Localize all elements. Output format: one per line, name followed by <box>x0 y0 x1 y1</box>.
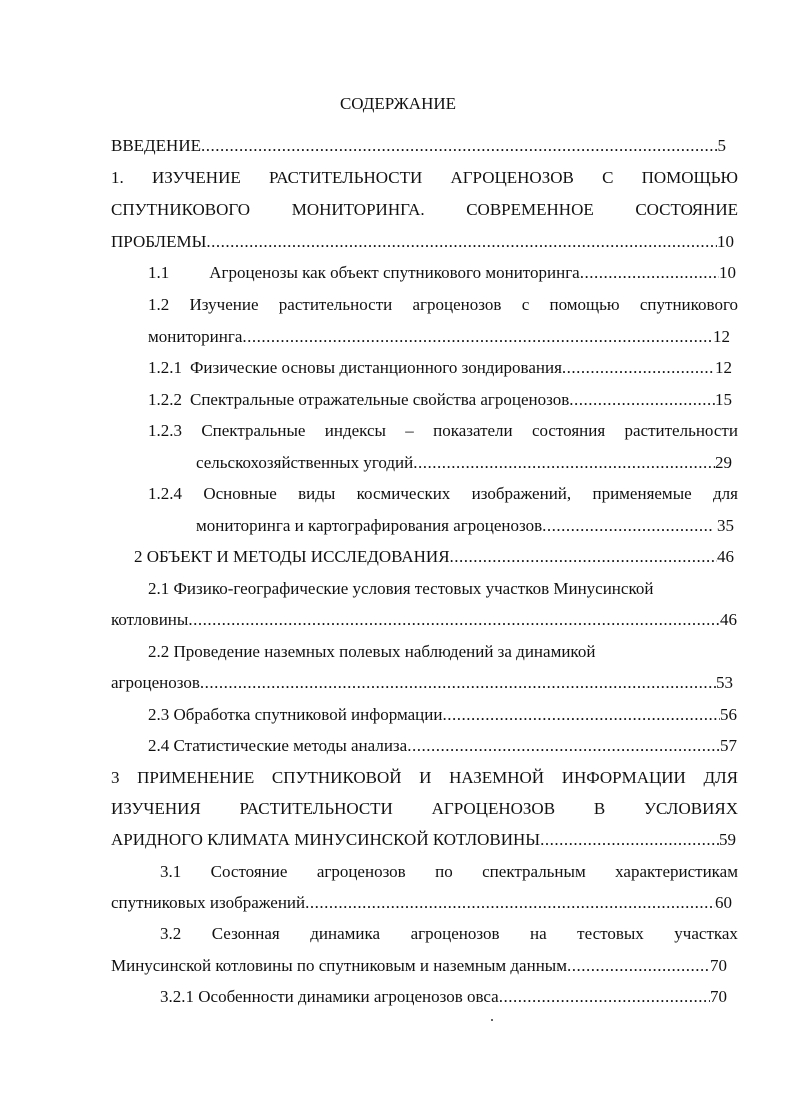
toc-word: АГРОЦЕНОЗОВ <box>450 168 574 187</box>
toc-page-number: 57 <box>720 736 737 755</box>
toc-2-2-line1[interactable]: 2.2 Проведение наземных полевых наблюдений за динамикой <box>148 642 596 661</box>
toc-leader-dots <box>407 735 720 757</box>
toc-3-2-line1[interactable] <box>160 923 738 945</box>
toc-entry-3-2-1[interactable] <box>160 986 727 1008</box>
toc-word: для <box>712 484 738 503</box>
toc-page-number: 10 <box>719 263 736 282</box>
toc-entry-text: агроценозов <box>111 673 200 692</box>
toc-word: изображений, <box>471 484 572 503</box>
toc-word: Сезонная <box>211 924 280 943</box>
toc-entry-text: 2 ОБЪЕКТ И МЕТОДЫ ИССЛЕДОВАНИЯ <box>134 547 450 566</box>
toc-word: характеристикам <box>615 862 738 881</box>
toc-leader-dots <box>413 452 715 474</box>
toc-word: агроценозов <box>412 295 502 314</box>
toc-leader-dots <box>242 326 713 348</box>
toc-word: космических <box>356 484 451 503</box>
toc-page-number: 29 <box>715 453 732 472</box>
toc-1-2-line1[interactable] <box>148 294 738 316</box>
toc-1-2-3-line1[interactable] <box>148 420 738 442</box>
toc-word: Состояние <box>210 862 288 881</box>
toc-word: УСЛОВИЯХ <box>643 799 738 818</box>
toc-entry-2-3[interactable] <box>148 704 737 726</box>
toc-word: ИНФОРМАЦИИ <box>561 768 686 787</box>
toc-leader-dots <box>442 704 720 726</box>
toc-word: применяемые <box>592 484 692 503</box>
toc-page-number: 12 <box>715 358 732 377</box>
toc-entry-number: 3.2 <box>160 924 182 943</box>
toc-word: Основные <box>203 484 277 503</box>
toc-word: С <box>602 168 614 187</box>
toc-3-1-line2[interactable] <box>111 892 732 914</box>
toc-page-number: 12 <box>713 327 730 346</box>
toc-entry-text: спутниковых изображений <box>111 893 306 912</box>
toc-2-1-line1[interactable]: 2.1 Физико-географические условия тестовых участков Минусинской <box>148 579 654 598</box>
toc-leader-dots <box>542 515 713 537</box>
toc-entry-text: Агроценозы как объект спутникового мониторинга <box>209 263 580 282</box>
toc-ch3-line1[interactable] <box>111 767 738 789</box>
toc-entry-text: Спектральные отражательные свойства агроценозов <box>190 390 570 409</box>
toc-word: виды <box>298 484 336 503</box>
toc-1-2-4-line2[interactable] <box>196 515 734 537</box>
toc-leader-dots <box>562 357 715 379</box>
toc-entry-number: 1.1 <box>148 263 170 282</box>
toc-word: показатели <box>433 421 513 440</box>
toc-word: 3 <box>111 768 120 787</box>
toc-page-number: 59 <box>719 830 736 849</box>
toc-page-number: 15 <box>715 390 732 409</box>
toc-1-2-line2[interactable] <box>148 326 730 348</box>
toc-entry-text: сельскохозяйственных угодий <box>196 453 414 472</box>
toc-word: на <box>530 924 547 943</box>
toc-ch1-line3[interactable] <box>111 231 734 253</box>
toc-leader-dots <box>305 892 715 914</box>
toc-entry-1-1[interactable] <box>148 262 736 284</box>
toc-word: ДЛЯ <box>703 768 738 787</box>
toc-word: растительности <box>624 421 738 440</box>
toc-word: – <box>405 421 414 440</box>
toc-entry-number: 1.2.2 <box>148 390 182 409</box>
toc-word: агроценозов <box>316 862 406 881</box>
toc-page-number: 46 <box>720 610 737 629</box>
toc-entry-intro[interactable] <box>111 135 726 157</box>
toc-word: Изучение <box>189 295 259 314</box>
toc-leader-dots <box>499 986 710 1008</box>
toc-entry-ch2[interactable] <box>134 546 734 568</box>
toc-leader-dots <box>567 955 710 977</box>
toc-entry-number: 3.1 <box>160 862 182 881</box>
toc-leader-dots <box>580 262 719 284</box>
toc-page-number: 60 <box>715 893 732 912</box>
toc-3-1-line1[interactable] <box>160 861 738 883</box>
toc-entry-number: 1.2.1 <box>148 358 182 377</box>
toc-entry-text: 3.2.1 Особенности динамики агроценозов овса <box>160 987 499 1006</box>
toc-2-1-line2[interactable] <box>111 609 737 631</box>
toc-entry-text: Физические основы дистанционного зондирования <box>190 358 562 377</box>
toc-ch1-line2[interactable] <box>111 199 738 221</box>
toc-1-2-4-line1[interactable] <box>148 483 738 505</box>
toc-word: РАСТИТЕЛЬНОСТИ <box>239 799 393 818</box>
toc-word: Спектральные <box>201 421 306 440</box>
toc-leader-dots <box>569 389 715 411</box>
toc-word: ПРИМЕНЕНИЕ <box>137 768 255 787</box>
toc-page-number: 10 <box>717 232 734 251</box>
scan-speck <box>491 1019 493 1021</box>
toc-word: И <box>419 768 432 787</box>
toc-word: с <box>521 295 530 314</box>
toc-word: В <box>593 799 606 818</box>
toc-word: СОСТОЯНИЕ <box>635 200 738 219</box>
toc-page-number: 53 <box>716 673 733 692</box>
toc-word: динамика <box>310 924 381 943</box>
toc-leader-dots <box>540 829 719 851</box>
toc-entry-text: мониторинга и картографирования агроценозов <box>196 516 543 535</box>
toc-entry-text: АРИДНОГО КЛИМАТА МИНУСИНСКОЙ КОТЛОВИНЫ <box>111 830 541 849</box>
toc-ch3-line3[interactable] <box>111 829 736 851</box>
toc-leader-dots <box>201 135 718 157</box>
toc-word: спектральным <box>482 862 586 881</box>
toc-word: спутникового <box>639 295 738 314</box>
toc-page-number: 70 <box>710 956 727 975</box>
toc-entry-number: 1.2.3 <box>148 421 182 440</box>
toc-entry-text: 2.4 Статистические методы анализа <box>148 736 408 755</box>
toc-word: РАСТИТЕЛЬНОСТИ <box>268 168 423 187</box>
toc-entry-2-4[interactable] <box>148 735 737 757</box>
toc-page-number: 35 <box>712 516 734 535</box>
toc-word: агроценозов <box>410 924 500 943</box>
toc-word: по <box>435 862 453 881</box>
toc-leader-dots <box>450 546 717 568</box>
toc-entry-number: 1.2 <box>148 295 170 314</box>
page-title: СОДЕРЖАНИЕ <box>339 94 457 113</box>
toc-word: СОВРЕМЕННОЕ <box>466 200 594 219</box>
toc-entry-text: котловины <box>111 610 189 629</box>
toc-entry-text: 2.3 Обработка спутниковой информации <box>148 705 443 724</box>
toc-entry-text: Минусинской котловины по спутниковым и наземным данным <box>111 956 567 975</box>
toc-word: АГРОЦЕНОЗОВ <box>431 799 556 818</box>
toc-leader-dots <box>188 609 720 631</box>
toc-leader-dots <box>200 672 716 694</box>
toc-entry-text: мониторинга <box>148 327 243 346</box>
toc-entry-1-2-2[interactable] <box>148 389 732 411</box>
toc-entry-text: ПРОБЛЕМЫ <box>111 232 207 251</box>
toc-word: растительности <box>278 295 393 314</box>
toc-ch1-line1[interactable] <box>111 167 738 189</box>
toc-word: СПУТНИКОВОГО <box>111 200 251 219</box>
toc-word: ИЗУЧЕНИЕ <box>151 168 241 187</box>
toc-word: ИЗУЧЕНИЯ <box>111 799 201 818</box>
toc-page-number: 46 <box>717 547 734 566</box>
toc-word: участках <box>674 924 738 943</box>
toc-1-2-3-line2[interactable] <box>196 452 732 474</box>
toc-ch3-line2[interactable] <box>111 798 738 820</box>
toc-word: ПОМОЩЬЮ <box>641 168 738 187</box>
toc-word: помощью <box>549 295 620 314</box>
toc-2-2-line2[interactable] <box>111 672 733 694</box>
toc-word: СПУТНИКОВОЙ <box>271 768 402 787</box>
toc-word: состояния <box>531 421 606 440</box>
toc-ch1-number: 1. <box>111 168 124 187</box>
toc-entry-1-2-1[interactable] <box>148 357 732 379</box>
toc-word: тестовых <box>577 924 644 943</box>
toc-3-2-line2[interactable] <box>111 955 727 977</box>
toc-leader-dots <box>206 231 717 253</box>
toc-page-number: 56 <box>720 705 737 724</box>
toc-page-number: 5 <box>717 136 726 155</box>
toc-word: индексы <box>324 421 386 440</box>
toc-word: МОНИТОРИНГА. <box>291 200 425 219</box>
toc-page-number: 70 <box>710 987 727 1006</box>
toc-entry-number: 1.2.4 <box>148 484 182 503</box>
toc-entry-text: ВВЕДЕНИЕ <box>111 136 201 155</box>
toc-word: НАЗЕМНОЙ <box>449 768 545 787</box>
